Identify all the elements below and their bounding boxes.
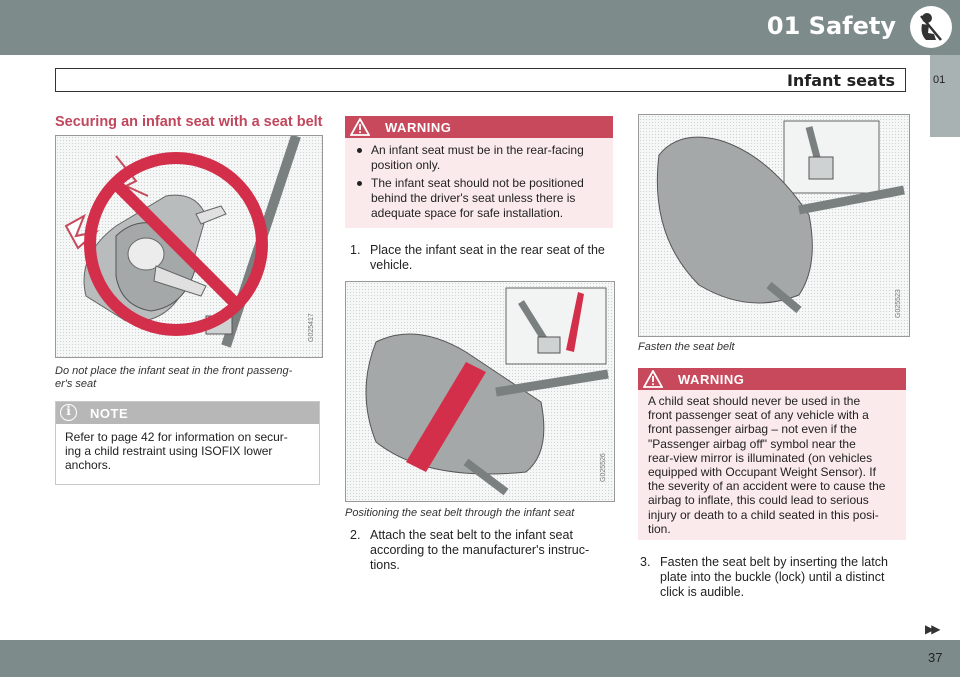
chapter-title: 01 Safety [766, 12, 896, 40]
warning-line: airbag to inflate, this could lead to serious [648, 493, 869, 508]
page-number: 37 [928, 650, 943, 665]
next-page-arrows[interactable]: ▶▶ [925, 622, 938, 636]
caption-line: er's seat [55, 378, 97, 390]
section-title: Infant seats [786, 71, 895, 90]
section-header-box [55, 68, 906, 92]
step-line: vehicle. [370, 258, 413, 272]
warning-line: equipped with Occupant Weight Sensor). If [648, 465, 876, 480]
section-heading: Securing an infant seat with a seat belt [55, 114, 323, 130]
warning-list [355, 143, 610, 224]
front-seat-prohibited-figure [55, 135, 323, 358]
figure-code: G025526 [600, 453, 607, 482]
figure-caption: Fasten the seat belt [638, 341, 735, 353]
warning-header [638, 368, 906, 390]
step-line: according to the manufacturer's instruc- [370, 543, 590, 557]
warning-box [345, 116, 613, 228]
step-text [370, 243, 605, 273]
warning-line: A child seat should never be used in the [648, 394, 861, 408]
warning-box [638, 368, 906, 540]
seatbelt-person-icon [910, 6, 952, 48]
warning-line: position only. [371, 158, 441, 172]
step-line: click is audible. [660, 585, 745, 599]
warning-line: An infant seat must be in the rear-facing [371, 143, 584, 157]
belt-positioning-figure [345, 281, 615, 502]
note-text [65, 430, 315, 472]
warning-line: The infant seat should not be positioned [371, 176, 584, 190]
figure-code: G025417 [308, 313, 315, 342]
warning-line: "Passenger airbag off" symbol near the [648, 436, 856, 451]
warning-line: front passenger seat of any vehicle with a [648, 408, 869, 423]
figure-caption: Positioning the seat belt through the infant seat [345, 507, 575, 519]
fasten-belt-figure [638, 114, 910, 337]
figure-caption [55, 365, 325, 391]
note-line: anchors. [65, 458, 112, 472]
step-number: 1. [350, 243, 361, 257]
figure-code: G025523 [895, 289, 902, 318]
note-header [56, 402, 319, 424]
warning-bullet [355, 143, 610, 173]
warning-line: behind the driver's seat unless there is [371, 191, 576, 205]
step-line: Attach the seat belt to the infant seat [370, 528, 573, 542]
warning-line: rear-view mirror is illuminated (on vehicles [648, 450, 873, 465]
note-line: Refer to page 42 for information on secur- [65, 430, 288, 444]
warning-line: the severity of an accident were to cause the [648, 479, 886, 494]
warning-title: WARNING [385, 120, 452, 135]
warning-triangle-icon [643, 370, 663, 388]
step-line: Place the infant seat in the rear seat of the [370, 243, 605, 257]
warning-bullet [355, 176, 610, 221]
chapter-side-tab[interactable] [930, 55, 960, 137]
warning-header [345, 116, 613, 138]
warning-title: WARNING [678, 372, 745, 387]
step-line: Fasten the seat belt by inserting the latch [660, 555, 888, 569]
caption-line: Do not place the infant seat in the front passeng- [55, 365, 293, 377]
warning-line: adequate space for safe installation. [371, 206, 564, 220]
warning-line: injury or death to a child seated in this posi- [648, 507, 879, 522]
step-line: tions. [370, 558, 400, 572]
warning-text [648, 394, 904, 536]
footer-bar [0, 640, 960, 677]
step-text [660, 555, 888, 600]
note-box [55, 401, 320, 485]
info-icon: i [60, 404, 77, 421]
warning-line: front passenger airbag – not even if the [648, 422, 857, 437]
chapter-side-tab-label: 01 [933, 74, 946, 86]
warning-triangle-icon [350, 118, 370, 136]
step-text [370, 528, 589, 573]
note-line: ing a child restraint using ISOFIX lower [65, 444, 273, 458]
step-number: 3. [640, 555, 651, 569]
step-line: plate into the buckle (lock) until a distinct [660, 570, 885, 584]
step-number: 2. [350, 528, 361, 542]
warning-line: tion. [648, 521, 671, 536]
note-title: NOTE [90, 406, 129, 421]
